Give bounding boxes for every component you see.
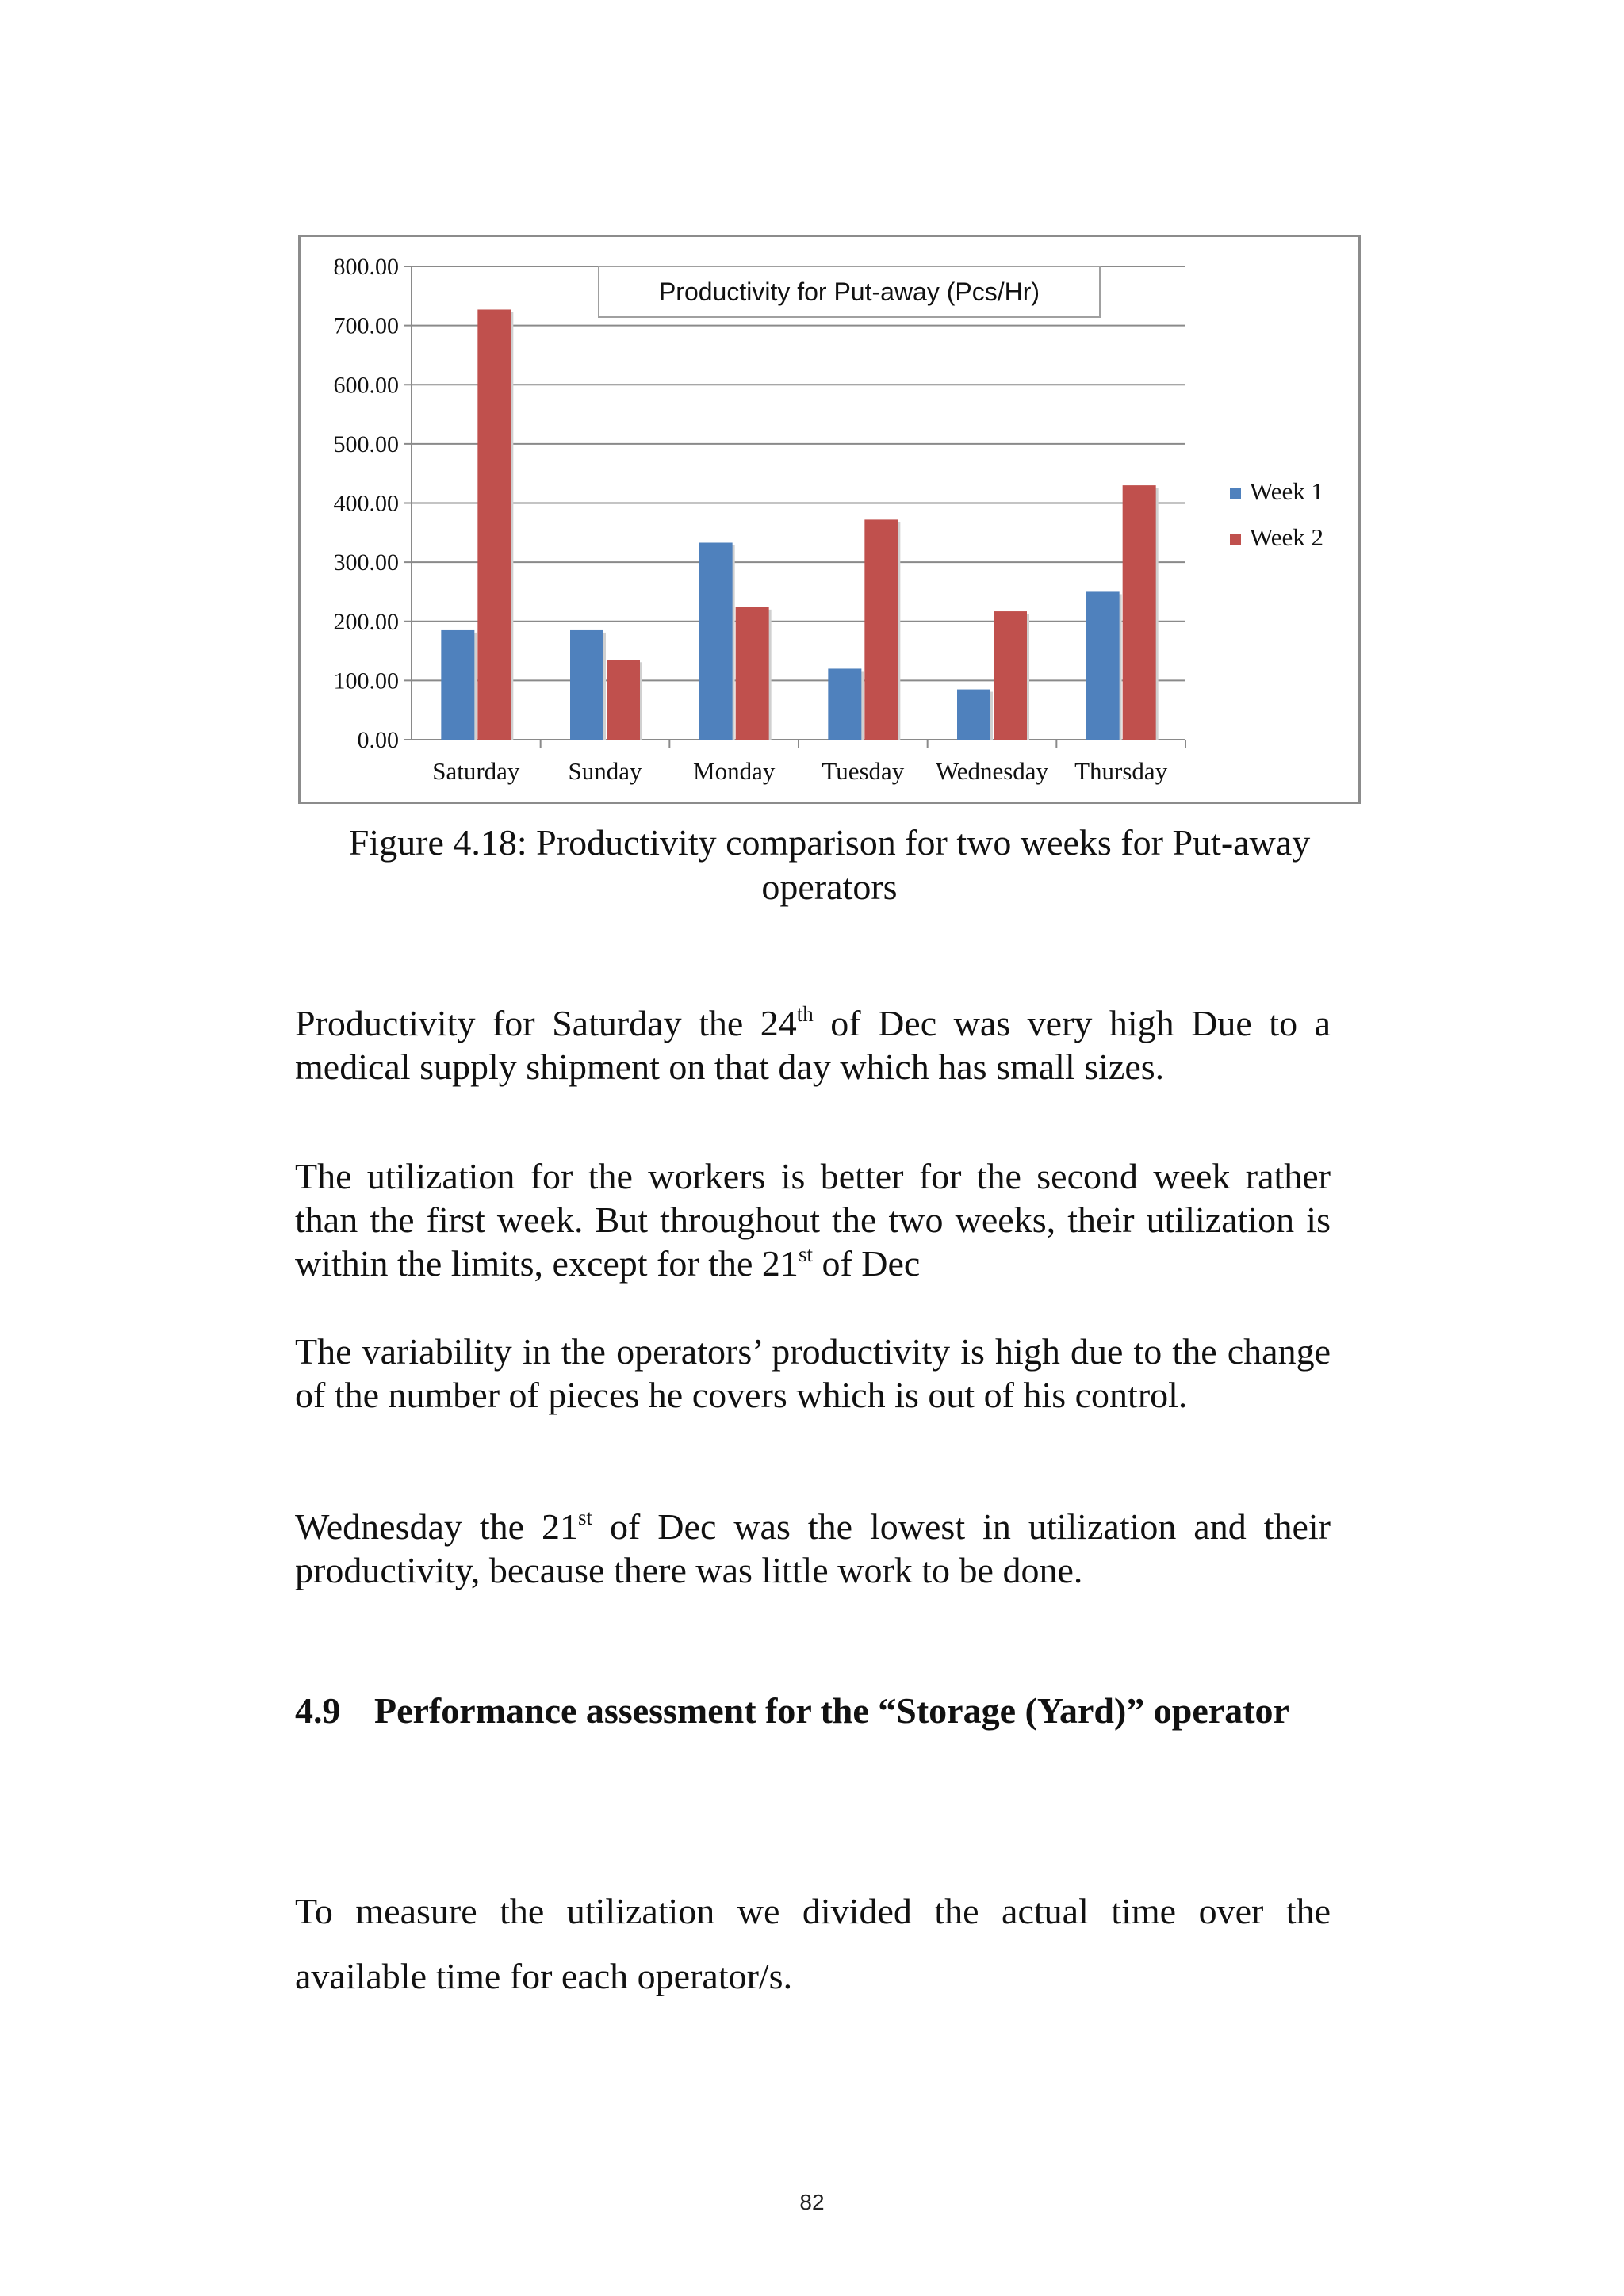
paragraph-measure [295, 1879, 1331, 2009]
legend-swatch [1230, 488, 1241, 499]
bar [957, 690, 990, 740]
x-tick-label: Wednesday [935, 757, 1049, 785]
bar [699, 542, 733, 740]
chart-frame [298, 235, 1361, 804]
y-tick-label: 0.00 [357, 727, 399, 753]
bar [477, 309, 511, 740]
section-title: Performance assessment for the “Storage (Yard)” operator [374, 1690, 1289, 1731]
caption-line-2: operators [761, 867, 898, 907]
x-tick-label: Saturday [432, 757, 520, 785]
figure-caption [298, 821, 1361, 909]
y-tick-label: 300.00 [333, 549, 399, 576]
bar [607, 660, 640, 740]
chart-title: Productivity for Put-away (Pcs/Hr) [658, 277, 1040, 306]
x-tick-label: Sunday [568, 757, 642, 785]
y-tick-label: 800.00 [333, 254, 399, 280]
bar [864, 519, 898, 740]
y-tick-label: 500.00 [333, 430, 399, 457]
bar [1123, 485, 1156, 740]
legend-label: Week 2 [1250, 523, 1324, 551]
x-tick-label: Thursday [1074, 757, 1168, 785]
paragraph-wednesday: Wednesday the 21st of Dec was the lowest in utilization and their productivity, because there was little work to be done. [295, 1506, 1331, 1590]
bar [1086, 591, 1120, 740]
bar [736, 607, 769, 740]
section-number: 4.9 [295, 1690, 341, 1731]
x-tick-label: Monday [693, 757, 776, 785]
measure-line-2: available time for each operator/s. [295, 1956, 793, 1996]
bar-chart [301, 237, 1358, 802]
bar [570, 630, 603, 740]
caption-line-1: Figure 4.18: Productivity comparison for two weeks for Put-away [348, 822, 1311, 863]
bar [994, 611, 1027, 740]
y-tick-label: 600.00 [333, 372, 399, 399]
paragraph-utilization: The utilization for the workers is better for the second week rather than the first week. But throughout the two weeks, their utilization is within the limits, except for the 21st of Dec [295, 1156, 1331, 1284]
paragraph-saturday: Productivity for Saturday the 24th of Dec was very high Due to a medical supply shipment on that day which has small sizes. [295, 1002, 1331, 1087]
page-number: 82 [799, 2190, 825, 2214]
x-tick-label: Tuesday [822, 757, 905, 785]
y-tick-label: 100.00 [333, 668, 399, 695]
y-tick-label: 400.00 [333, 490, 399, 517]
legend-label: Week 1 [1250, 477, 1324, 505]
section-heading [295, 1689, 1331, 1733]
y-tick-label: 200.00 [333, 608, 399, 635]
bar [828, 668, 861, 740]
legend-swatch [1230, 534, 1241, 545]
y-tick-label: 700.00 [333, 312, 399, 339]
paragraph-variability: The variability in the operators’ productivity is high due to the change of the number of pieces he covers which is out of his control. [295, 1331, 1331, 1415]
bar [441, 630, 474, 740]
measure-line-1: To measure the utilization we divided the actual time over the [295, 1891, 1331, 1931]
